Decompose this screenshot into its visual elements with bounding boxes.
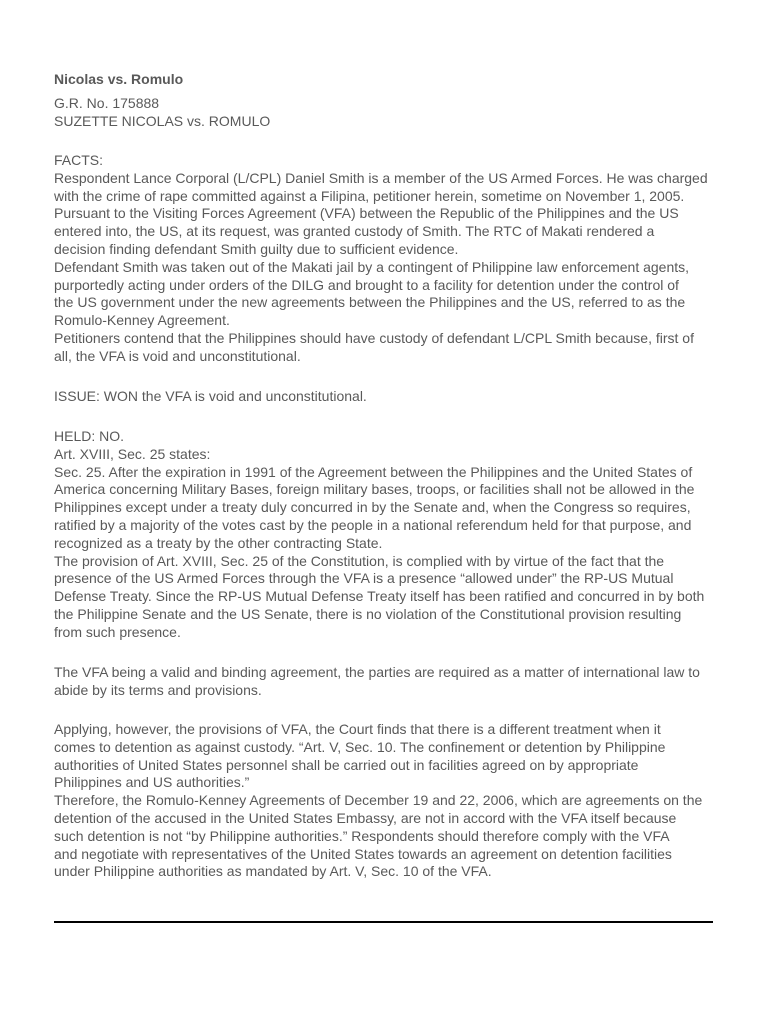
detention-line: such detention is not “by Philippine authorities.” Respondents should therefore comply with the VFA — [54, 827, 670, 844]
detention-line: Applying, however, the provisions of VFA, the Court finds that there is a different treatment when it — [54, 721, 661, 737]
issue-section — [54, 388, 713, 406]
detention-body — [54, 721, 713, 881]
held-line: Philippines except under a treaty duly concurred in by the Senate and, when the Congress so requires, — [54, 499, 691, 516]
detention-line: under Philippine authorities as mandated by Art. V, Sec. 10 of the VFA. — [54, 863, 492, 880]
held-line: ratified by a majority of the votes cast by the people in a national referendum held for that purpose, and — [54, 516, 692, 533]
detention-line: Philippines and US authorities.” — [54, 774, 250, 791]
vfa-obligation-body — [54, 664, 713, 700]
facts-line: Romulo-Kenney Agreement. — [54, 312, 230, 329]
detention-line: authorities of United States personnel shall be carried out in facilities agreed on by appropriate — [54, 756, 639, 773]
issue-body — [54, 388, 713, 406]
facts-line: Pursuant to the Visiting Forces Agreement (VFA) between the Republic of the Philippines and the US — [54, 205, 679, 222]
horizontal-rule — [54, 921, 713, 923]
vfa-obligation-line: The VFA being a valid and binding agreement, the parties are required as a matter of international law to — [54, 664, 700, 680]
held-line: Sec. 25. After the expiration in 1991 of the Agreement between the Philippines and the United States of — [54, 463, 693, 480]
vfa-obligation-paragraph — [54, 664, 713, 700]
held-line: the Philippine Senate and the US Senate, there is no violation of the Constitutional provision resulting — [54, 605, 682, 622]
facts-line: Respondent Lance Corporal (L/CPL) Daniel Smith is a member of the US Armed Forces. He was charged — [54, 169, 708, 186]
facts-line: entered into, the US, at its request, was granted custody of Smith. The RTC of Makati rendered a — [54, 223, 655, 240]
facts-line: with the crime of rape committed against a Filipina, petitioner herein, sometime on November 1, 2005. — [54, 187, 685, 204]
held-line: America concerning Military Bases, foreign military bases, troops, or facilities shall not be allowed in the — [54, 481, 695, 498]
held-section — [54, 428, 713, 642]
held-line: from such presence. — [54, 623, 181, 640]
detention-line: detention of the accused in the United States Embassy, are not in accord with the VFA itself because — [54, 809, 677, 826]
facts-body — [54, 170, 713, 366]
held-line: Defense Treaty. Since the RP-US Mutual Defense Treaty itself has been ratified and concurred in by both — [54, 588, 705, 605]
held-line: recognized as a treaty by the other contracting State. — [54, 534, 383, 551]
held-body — [54, 446, 713, 642]
facts-line: Defendant Smith was taken out of the Makati jail by a contingent of Philippine law enforcement agents, — [54, 258, 690, 275]
detention-line: Therefore, the Romulo-Kenney Agreements of December 19 and 22, 2006, which are agreements on the — [54, 792, 703, 809]
facts-line: all, the VFA is void and unconstitutional. — [54, 347, 301, 364]
document-title: Nicolas vs. Romulo — [54, 71, 184, 87]
held-line: Art. XVIII, Sec. 25 states: — [54, 445, 211, 462]
held-line: presence of the US Armed Forces through the VFA is a presence “allowed under” the RP-US Mutual — [54, 570, 674, 587]
facts-line: decision finding defendant Smith guilty due to sufficient evidence. — [54, 240, 459, 257]
detention-line: comes to detention as against custody. “Art. V, Sec. 10. The confinement or detention by Philippine — [54, 738, 666, 755]
case-parties: SUZETTE NICOLAS vs. ROMULO — [54, 112, 271, 129]
case-number: G.R. No. 175888 — [54, 95, 160, 111]
facts-heading: FACTS: — [54, 152, 104, 168]
case-info — [54, 95, 713, 131]
detention-paragraph — [54, 721, 713, 881]
facts-line: the US government under the new agreements between the Philippines and the US, referred to as the — [54, 294, 686, 311]
issue-line: ISSUE: WON the VFA is void and unconstitutional. — [54, 388, 367, 404]
detention-line: and negotiate with representatives of the United States towards an agreement on detention facilities — [54, 845, 672, 862]
facts-section — [54, 152, 713, 366]
document-header — [54, 70, 713, 88]
held-heading: HELD: NO. — [54, 428, 125, 444]
held-line: The provision of Art. XVIII, Sec. 25 of the Constitution, is complied with by virtue of the fact that the — [54, 552, 665, 569]
facts-line: purportedly acting under orders of the DILG and brought to a facility for detention under the control of — [54, 276, 679, 293]
facts-line: Petitioners contend that the Philippines should have custody of defendant L/CPL Smith because, first of — [54, 329, 694, 346]
vfa-obligation-line: abide by its terms and provisions. — [54, 681, 262, 698]
